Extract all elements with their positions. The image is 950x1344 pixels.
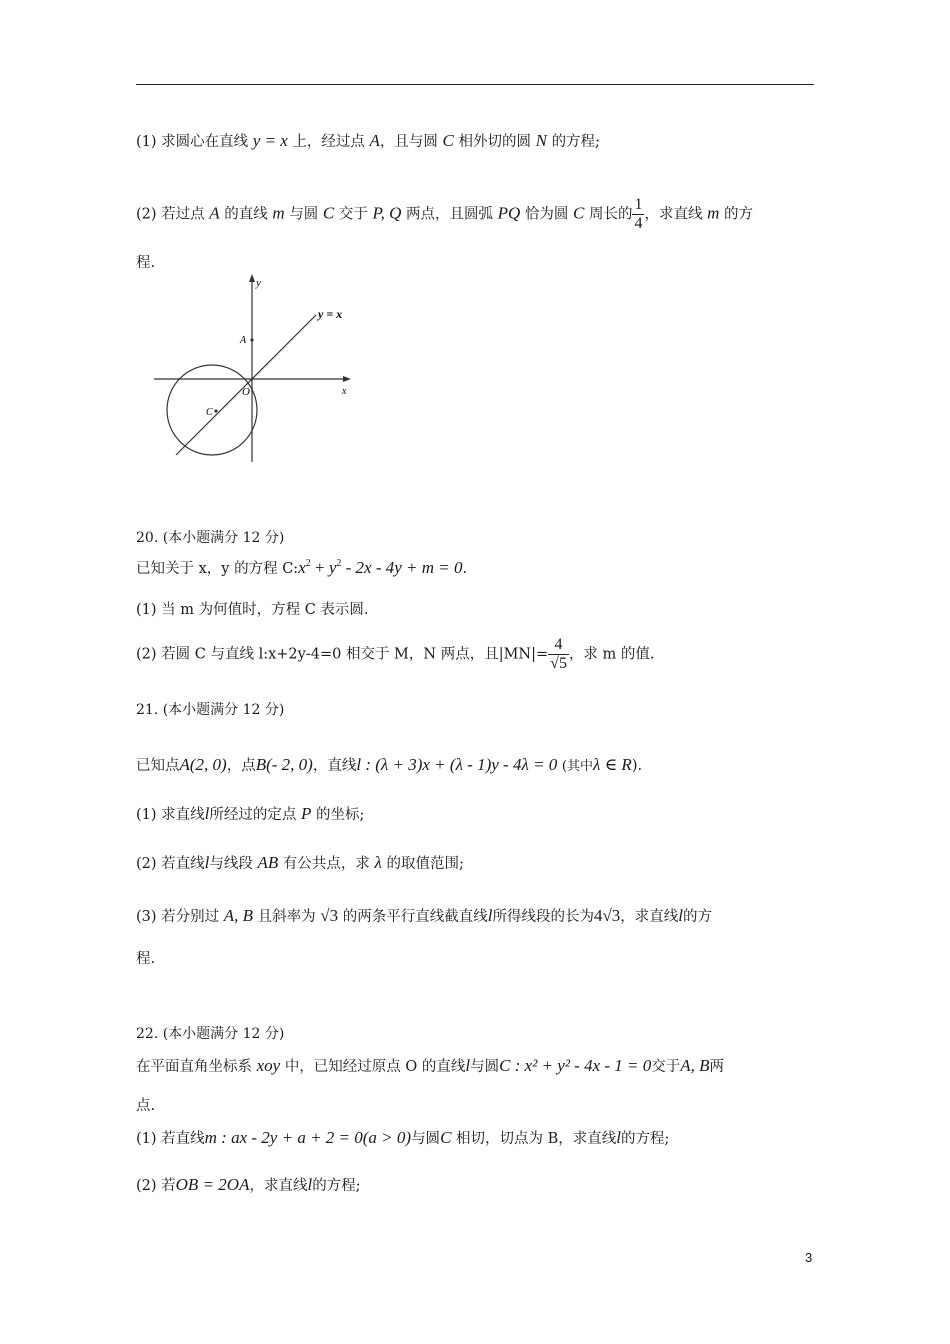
text: ，求直线: [249, 1178, 308, 1194]
math-symbol: A, B: [680, 1056, 710, 1075]
math-expr: y = x: [252, 131, 288, 150]
text: 的取值范围;: [386, 856, 464, 872]
math-expr: A(2, 0): [179, 755, 227, 774]
q19-part2: [136, 196, 753, 233]
text: 且斜率为: [257, 909, 316, 925]
text: 程.: [136, 951, 156, 967]
text: 与圆: [411, 1131, 441, 1147]
text: ，求直线: [644, 206, 703, 223]
fraction-4-root5: [548, 636, 569, 673]
q20-header: [136, 528, 284, 548]
text: (2) 若: [136, 1178, 176, 1194]
numerator: 1: [634, 196, 643, 213]
text: (2) 若直线: [136, 856, 205, 872]
text: (1) 求直线: [136, 807, 205, 823]
text: (2) 若圆 C 与直线 l:x+2y-4=0 相交于 M，N 两点，且|MN|=: [136, 646, 549, 663]
text: 的方: [683, 909, 713, 925]
text: ，直线: [312, 758, 357, 774]
text: ，点: [226, 758, 256, 774]
q21-part3: [136, 906, 712, 927]
math-symbol: C: [322, 203, 335, 223]
text: 的直线: [224, 206, 268, 223]
q22-part2: [136, 1175, 361, 1196]
origin-label: O: [242, 386, 250, 398]
math-expr: 4√3: [593, 906, 621, 925]
q22-part1: [136, 1128, 669, 1149]
text: 所经过的定点: [209, 807, 297, 823]
text: 22. (本小题满分 12 分): [136, 1026, 285, 1042]
math-symbol: l: [204, 853, 210, 872]
text: 恰为圆: [524, 206, 569, 223]
q21-intro: [136, 755, 642, 777]
q20-part2: [136, 636, 655, 673]
q20-part1: [136, 600, 369, 620]
math-symbol: AB: [257, 853, 279, 872]
math-symbol: xoy: [256, 1056, 281, 1075]
text: (其中: [561, 759, 593, 774]
text: 已知点: [136, 758, 180, 774]
q22-intro: [136, 1056, 724, 1077]
text: 相切，切点为 B，求直线: [456, 1131, 617, 1147]
q21-part3-cont: [136, 949, 155, 969]
math-expr: l : (λ + 3)x + (λ - 1)y - 4λ = 0: [356, 755, 558, 774]
text: 上，经过点: [292, 134, 365, 150]
math-expr: m : ax - 2y + a + 2 = 0(a > 0): [204, 1128, 412, 1147]
text: .: [462, 561, 468, 577]
math-symbol: m: [272, 203, 285, 223]
numerator: 4: [548, 636, 569, 655]
denominator: 4: [634, 215, 643, 232]
math-symbol: A, B: [223, 906, 254, 925]
text: 点.: [136, 1098, 156, 1114]
math-expr: B(- 2, 0): [255, 755, 313, 774]
math-expr: √3: [320, 906, 339, 925]
text: 在平面直角坐标系: [136, 1059, 252, 1075]
x-axis-label: x: [342, 386, 347, 397]
math-symbol: A: [209, 203, 220, 223]
math-symbol: x: [298, 558, 306, 577]
math-symbol: PQ: [497, 203, 521, 223]
math-symbol: l: [307, 1175, 313, 1194]
q21-part1: [136, 804, 364, 825]
q21-header: [136, 700, 284, 720]
math-symbol: l: [487, 906, 493, 925]
q20-intro: [136, 554, 467, 579]
page-number: 3: [805, 1250, 813, 1265]
math-symbol: P, Q: [372, 203, 402, 223]
superscript: 2: [336, 558, 342, 569]
point-c-label: C: [206, 407, 213, 418]
text: 的坐标;: [316, 807, 365, 823]
point-a-label: A: [240, 335, 247, 346]
x-arrow-icon: [343, 376, 351, 382]
math-symbol: N: [535, 131, 547, 150]
math-expr: C : x² + y² - 4x - 1 = 0: [499, 1056, 652, 1075]
text: 交于: [651, 1059, 681, 1075]
text: 与线段: [209, 856, 253, 872]
math-expr: - 2x - 4y + m = 0: [341, 558, 463, 577]
line-label: y = x: [318, 307, 343, 321]
coordinate-figure: [148, 270, 363, 470]
math-symbol: l: [616, 1128, 622, 1147]
header-rule: [136, 84, 814, 85]
text: (1) 当 m 为何值时，方程 C 表示圆.: [136, 602, 369, 618]
text: 所得线段的长为: [492, 909, 594, 925]
text: ，且与圆: [379, 134, 438, 150]
text: 程.: [136, 255, 156, 271]
text: 两: [709, 1059, 725, 1075]
math-symbol: l: [465, 1056, 471, 1075]
math-expr: λ ∈ R: [592, 755, 632, 774]
fraction-one-quarter: [632, 196, 644, 233]
math-symbol: l: [678, 906, 684, 925]
text: ，求直线: [620, 909, 679, 925]
text: 与圆: [470, 1059, 500, 1075]
math-symbol: C: [440, 1128, 452, 1147]
text: 交于: [338, 206, 368, 223]
text: 的方程;: [551, 134, 600, 150]
point-c-dot: [214, 409, 217, 412]
text: 相外切的圆: [458, 134, 531, 150]
math-symbol: λ: [374, 853, 382, 872]
text: 中，已知经过原点 O 的直线: [284, 1059, 466, 1075]
text: 已知关于 x，y 的方程 C:: [136, 561, 299, 577]
text: 的方程;: [312, 1178, 361, 1194]
math-expr: OB = 2OA: [175, 1175, 250, 1194]
text: 21. (本小题满分 12 分): [136, 702, 285, 718]
denominator: √5: [550, 655, 567, 672]
text: 两点，且圆弧: [406, 206, 494, 223]
text: ，求 m 的值.: [568, 646, 655, 663]
q19-part1: [136, 131, 600, 152]
math-symbol: C: [442, 131, 454, 150]
math-symbol: C: [573, 203, 585, 223]
y-arrow-icon: [249, 274, 255, 282]
q22-intro-cont: [136, 1096, 155, 1116]
superscript: 2: [305, 558, 311, 569]
text: 与圆: [289, 206, 319, 223]
text: 20. (本小题满分 12 分): [136, 530, 285, 546]
text: (1) 求圆心在直线: [136, 134, 249, 150]
math-symbol: y: [328, 558, 337, 577]
math-symbol: A: [369, 131, 380, 150]
math-symbol: l: [204, 804, 210, 823]
q22-header: [136, 1024, 284, 1044]
math-op: +: [310, 558, 329, 577]
text: 的方程;: [621, 1131, 670, 1147]
math-symbol: m: [707, 203, 720, 223]
text: 的方: [723, 206, 753, 223]
y-axis-label: y: [256, 277, 261, 289]
text: 周长的: [588, 206, 633, 223]
q21-part2: [136, 853, 464, 874]
text: (3) 若分别过: [136, 909, 220, 925]
text: 的两条平行直线截直线: [342, 909, 488, 925]
text: 有公共点，求: [282, 856, 370, 872]
point-a-dot: [250, 338, 253, 341]
math-symbol: P: [301, 804, 312, 823]
text: (2) 若过点: [136, 206, 205, 223]
text: ).: [631, 758, 643, 774]
text: (1) 若直线: [136, 1131, 205, 1147]
